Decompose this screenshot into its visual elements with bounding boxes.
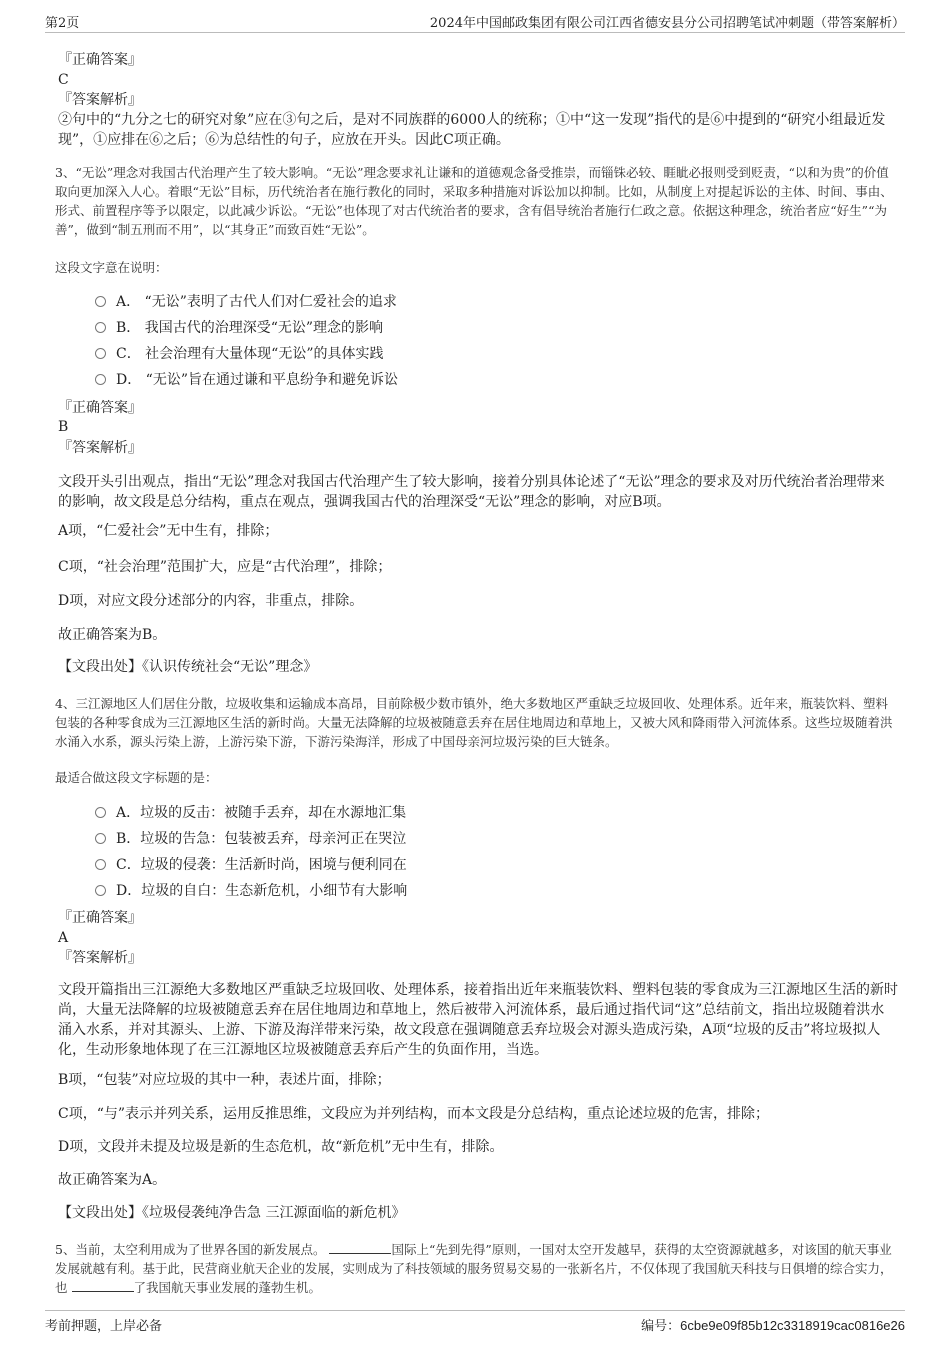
option-a[interactable] <box>95 292 397 312</box>
answer-value: C <box>58 72 69 88</box>
option-b[interactable] <box>95 318 383 338</box>
analysis-label: 『答案解析』 <box>58 950 142 966</box>
analysis-text: ②句中的“九分之七的研究对象”应在③句之后，是对不同族群的6000人的统称；①中“这一发现”指代的是⑥中提到的“研究小组最近发现”，①应排在⑥之后；⑥为总结性的句子，应放在开头。因此C项正确。 <box>58 112 886 148</box>
option-text: D．垃圾的自白：生态新危机，小细节有大影响 <box>116 883 408 899</box>
analysis-note: B项，“包装”对应垃圾的其中一种，表述片面，排除； <box>58 1072 391 1088</box>
passage-part: 国际上“先到先得”原则，一国对太空开发越早，获得的太空资源就越多，对该国的航天事业发展就越有利。基于此，民营商业航天企业的发展，实则成为了科技领域的服务贸易交易的一张新名片，不仅体现了我国航天科技与日俱增的综合实力，也 <box>55 1242 893 1295</box>
analysis-note: D项，对应文段分述部分的内容，非重点，排除。 <box>58 593 364 609</box>
question-stem: 最适合做这段文字标题的是： <box>55 770 218 785</box>
radio-icon[interactable] <box>95 807 106 818</box>
analysis-note: C项，“与”表示并列关系，运用反推思维，文段应为并列结构，而本文段是分总结构，重点论述垃圾的危害，排除； <box>58 1106 770 1122</box>
answer-value: B <box>58 419 69 435</box>
analysis-text: 文段开篇指出三江源绝大多数地区严重缺乏垃圾回收、处理体系，接着指出近年来瓶装饮料、塑料包装的零食成为三江源地区生活的新时尚，大量无法降解的垃圾被随意丢弃在居住地周边和草地上，然后被带入河流体系，最后通过指代词“这”总结前文，指出垃圾随着洪水涌入水系，并对其源头、上游、下游及海洋带来污染，故文段意在强调随意丢弃垃圾会对源头造成污染，A项“垃圾的反击”将垃圾拟人化，生动形象地体现了在三江源地区垃圾被随意丢弃后产生的负面作用，当选。 <box>58 982 898 1058</box>
answer-value: A <box>58 930 69 946</box>
question-passage <box>55 1240 900 1297</box>
analysis-label: 『答案解析』 <box>58 440 142 456</box>
option-c[interactable] <box>95 344 383 364</box>
fill-blank[interactable] <box>329 1241 391 1254</box>
option-c[interactable] <box>95 855 407 875</box>
footer-slogan: 考前押题，上岸必备 <box>45 1319 163 1334</box>
option-a[interactable] <box>95 803 406 823</box>
radio-icon[interactable] <box>95 348 106 359</box>
radio-icon[interactable] <box>95 296 106 307</box>
option-text: A．垃圾的反击：被随手丢弃，却在水源地汇集 <box>116 805 407 821</box>
radio-icon[interactable] <box>95 374 106 385</box>
fill-blank[interactable] <box>72 1279 134 1292</box>
document-title: 2024年中国邮政集团有限公司江西省德安县分公司招聘笔试冲刺题（带答案解析） <box>429 16 905 31</box>
analysis-conclusion: 故正确答案为A。 <box>58 1172 167 1188</box>
answer-label: 『正确答案』 <box>58 400 142 416</box>
question-stem: 这段文字意在说明： <box>55 260 168 275</box>
analysis-note: D项，文段并未提及垃圾是新的生态危机，故“新危机”无中生有，排除。 <box>58 1139 504 1155</box>
answer-label: 『正确答案』 <box>58 52 142 68</box>
option-d[interactable] <box>95 881 407 901</box>
option-text: C． 社会治理有大量体现“无讼”的具体实践 <box>116 346 384 362</box>
analysis-label: 『答案解析』 <box>58 92 142 108</box>
answer-label: 『正确答案』 <box>58 910 142 926</box>
radio-icon[interactable] <box>95 859 106 870</box>
passage-source: 【文段出处】《认识传统社会“无讼”理念》 <box>58 659 318 675</box>
question-passage: 4、三江源地区人们居住分散，垃圾收集和运输成本高昂，目前除极少数市镇外，绝大多数地区严重缺乏垃圾回收、处理体系。近年来，瓶装饮料、塑料包装的各种零食成为三江源地区生活的新时尚。大量无法降解的垃圾被随意丢弃在居住地周边和草地上，又被大风和降雨带入河流体系。这些垃圾随着洪水涌入水系，源头污染上游，上游污染下游，下游污染海洋，形成了中国母亲河垃圾污染的巨大链条。 <box>55 696 893 749</box>
radio-icon[interactable] <box>95 833 106 844</box>
page-number: 第2页 <box>45 16 80 31</box>
analysis-note: C项，“社会治理”范围扩大，应是“古代治理”，排除； <box>58 559 392 575</box>
analysis-note: A项，“仁爱社会”无中生有，排除； <box>58 523 279 539</box>
passage-part: 了我国航天事业发展的蓬勃生机。 <box>133 1280 322 1295</box>
option-text: A． “无讼”表明了古代人们对仁爱社会的追求 <box>116 294 397 310</box>
question-passage: 3、“无讼”理念对我国古代治理产生了较大影响。“无讼”理念要求礼让谦和的道德观念备受推崇，而锱铢必较、睚眦必报则受到贬责，“以和为贵”的价值取向更加深入人心。着眼“无讼”目标，历代统治者在施行教化的同时，采取多种措施对诉讼加以抑制。比如，从制度上对提起诉讼的主体、时间、事由、形式、前置程序等予以限定，以此减少诉讼。“无讼”也体现了对古代统治者的要求，含有倡导统治者施行仁政之意。依据这种理念，统治者应“好生”“为善”，做到“制五刑而不用”，以“其身正”而致百姓“无讼”。 <box>55 165 893 237</box>
page-header <box>45 10 905 33</box>
radio-icon[interactable] <box>95 885 106 896</box>
page-footer <box>45 1310 905 1335</box>
option-text: C．垃圾的侵袭：生活新时尚，困境与便利同在 <box>116 857 407 873</box>
option-text: D． “无讼”旨在通过谦和平息纷争和避免诉讼 <box>116 372 398 388</box>
option-b[interactable] <box>95 829 406 849</box>
option-d[interactable] <box>95 370 398 390</box>
analysis-text: 文段开头引出观点，指出“无讼”理念对我国古代治理产生了较大影响，接着分别具体论述了“无讼”理念的要求及对历代统治者治理带来的影响，故文段是总分结构，重点在观点，强调我国古代的治理深受“无讼”理念的影响，对应B项。 <box>58 474 885 510</box>
option-text: B． 我国古代的治理深受“无讼”理念的影响 <box>116 320 384 336</box>
option-text: B．垃圾的告急：包装被丢弃，母亲河正在哭泣 <box>116 831 407 847</box>
radio-icon[interactable] <box>95 322 106 333</box>
document-id: 编号：6cbe9e09f85b12c3318919cac0816e26 <box>641 1318 905 1333</box>
passage-source: 【文段出处】《垃圾侵袭纯净告急 三江源面临的新危机》 <box>58 1205 406 1221</box>
analysis-conclusion: 故正确答案为B。 <box>58 627 167 643</box>
passage-part: 5、当前，太空利用成为了世界各国的新发展点。 <box>55 1242 326 1257</box>
